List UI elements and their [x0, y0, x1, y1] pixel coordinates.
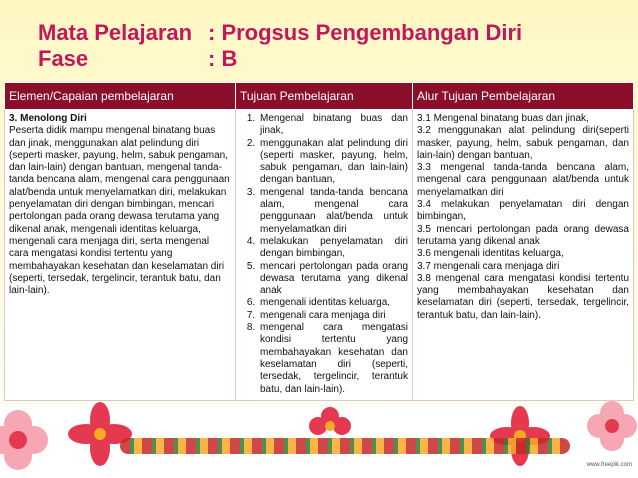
alur-item: 3.6 mengenali identitas keluarga,: [417, 248, 564, 260]
flower-right: [490, 406, 550, 466]
title-phase-value: : B: [208, 46, 238, 71]
flower-center-left: [68, 402, 132, 466]
table-header-row: [5, 83, 634, 110]
tujuan-item: 6. mengenali identitas keluarga,: [258, 297, 408, 309]
tujuan-item: 4. melakukan penyelamatan diri dengan bimbingan,: [258, 236, 408, 261]
title-phase-label: Fase: [38, 46, 89, 71]
title-subject-label: Mata Pelajaran: [38, 20, 193, 45]
tujuan-item: 1. Mengenal binatang buas dan jinak,: [258, 113, 408, 138]
flower-ornament-icon: [0, 396, 638, 478]
slide-title: [38, 20, 618, 72]
header-elemen: Elemen/Capaian pembelajaran: [5, 83, 236, 110]
title-subject-value: : Progsus Pengembangan Diri: [208, 20, 523, 45]
alur-item: 3.3 mengenal tanda-tanda bencana alam, mengenal cara penggunaan alat/benda untuk menyelamatkan diri: [417, 162, 629, 198]
flower-left: [0, 410, 48, 470]
alur-cell: [413, 110, 634, 401]
flower-far-right: [587, 401, 637, 451]
alur-item: 3.1 Mengenal binatang buas dan jinak,: [417, 113, 589, 124]
image-credit: www.freepik.com: [586, 462, 632, 468]
tujuan-list: [240, 113, 408, 396]
tujuan-cell: [236, 110, 413, 401]
header-tujuan: Tujuan Pembelajaran: [236, 83, 413, 110]
tujuan-item: 3. mengenal tanda-tanda bencana alam, mengenal cara penggunaan alat/benda untuk menyelamatkan diri: [258, 187, 408, 236]
alur-item: 3.2 menggunakan alat pelindung diri(seperti masker, payung, helm, sabuk pengaman, dan lain-lain) dengan bantuan,: [417, 125, 629, 161]
flower-center: [309, 407, 351, 435]
alur-item: 3.4 melakukan penyelamatan diri dengan bimbingan,: [417, 199, 629, 223]
table-row: [5, 110, 634, 401]
elemen-title: 3. Menolong Diri: [9, 113, 87, 124]
decorative-border-icon: [120, 438, 570, 454]
tujuan-item: 5. mencari pertolongan pada orang dewasa terutama yang dikenal anak: [258, 261, 408, 298]
alur-item: 3.8 mengenal cara mengatasi kondisi tertentu yang membahayakan kesehatan dan keselamatan diri (seperti, tersedak, tergelincir, terantuk batu, dan lain-lain).: [417, 272, 629, 321]
elemen-cell: [5, 110, 236, 401]
tujuan-item: 7. mengenali cara menjaga diri: [258, 310, 408, 322]
curriculum-table: [4, 82, 634, 401]
alur-item: 3.5 mencari pertolongan pada orang dewasa terutama yang dikenal anak: [417, 223, 629, 247]
tujuan-item: 2. menggunakan alat pelindung diri (seperti masker, payung, helm, sabuk pengaman, dan lain-lain) dengan bantuan,: [258, 138, 408, 187]
alur-item: 3.7 mengenali cara menjaga diri: [417, 260, 560, 272]
elemen-text: Peserta didik mampu mengenal binatang buas dan jinak, menggunakan alat pelindung diri (seperti masker, payung, helm, sabuk pengaman, dan lain-lain) dengan bantuan, mengenal tanda-tanda bencana alam, mengenal cara penggunaan alat/benda untuk menyelamatkan diri, melakukan penyelamatan diri dengan bimbingan, mencari pertolongan pada orang dewasa terutama yang dikenal anak, mengenali identitas keluarga, mengenali cara menjaga diri, serta mengenal cara mengatasi kondisi tertentu yang membahayakan kesehatan dan keselamatan diri (seperti, tersedak, tergelincir, terantuk batu, dan lain-lain).: [9, 125, 230, 297]
header-alur: Alur Tujuan Pembelajaran: [413, 83, 634, 110]
tujuan-item: 8. mengenal cara mengatasi kondisi tertentu yang membahayakan kesehatan dan keselamatan diri (seperti, tersedak, tergelincir, terantuk batu, dan lain-lain).: [258, 322, 408, 396]
